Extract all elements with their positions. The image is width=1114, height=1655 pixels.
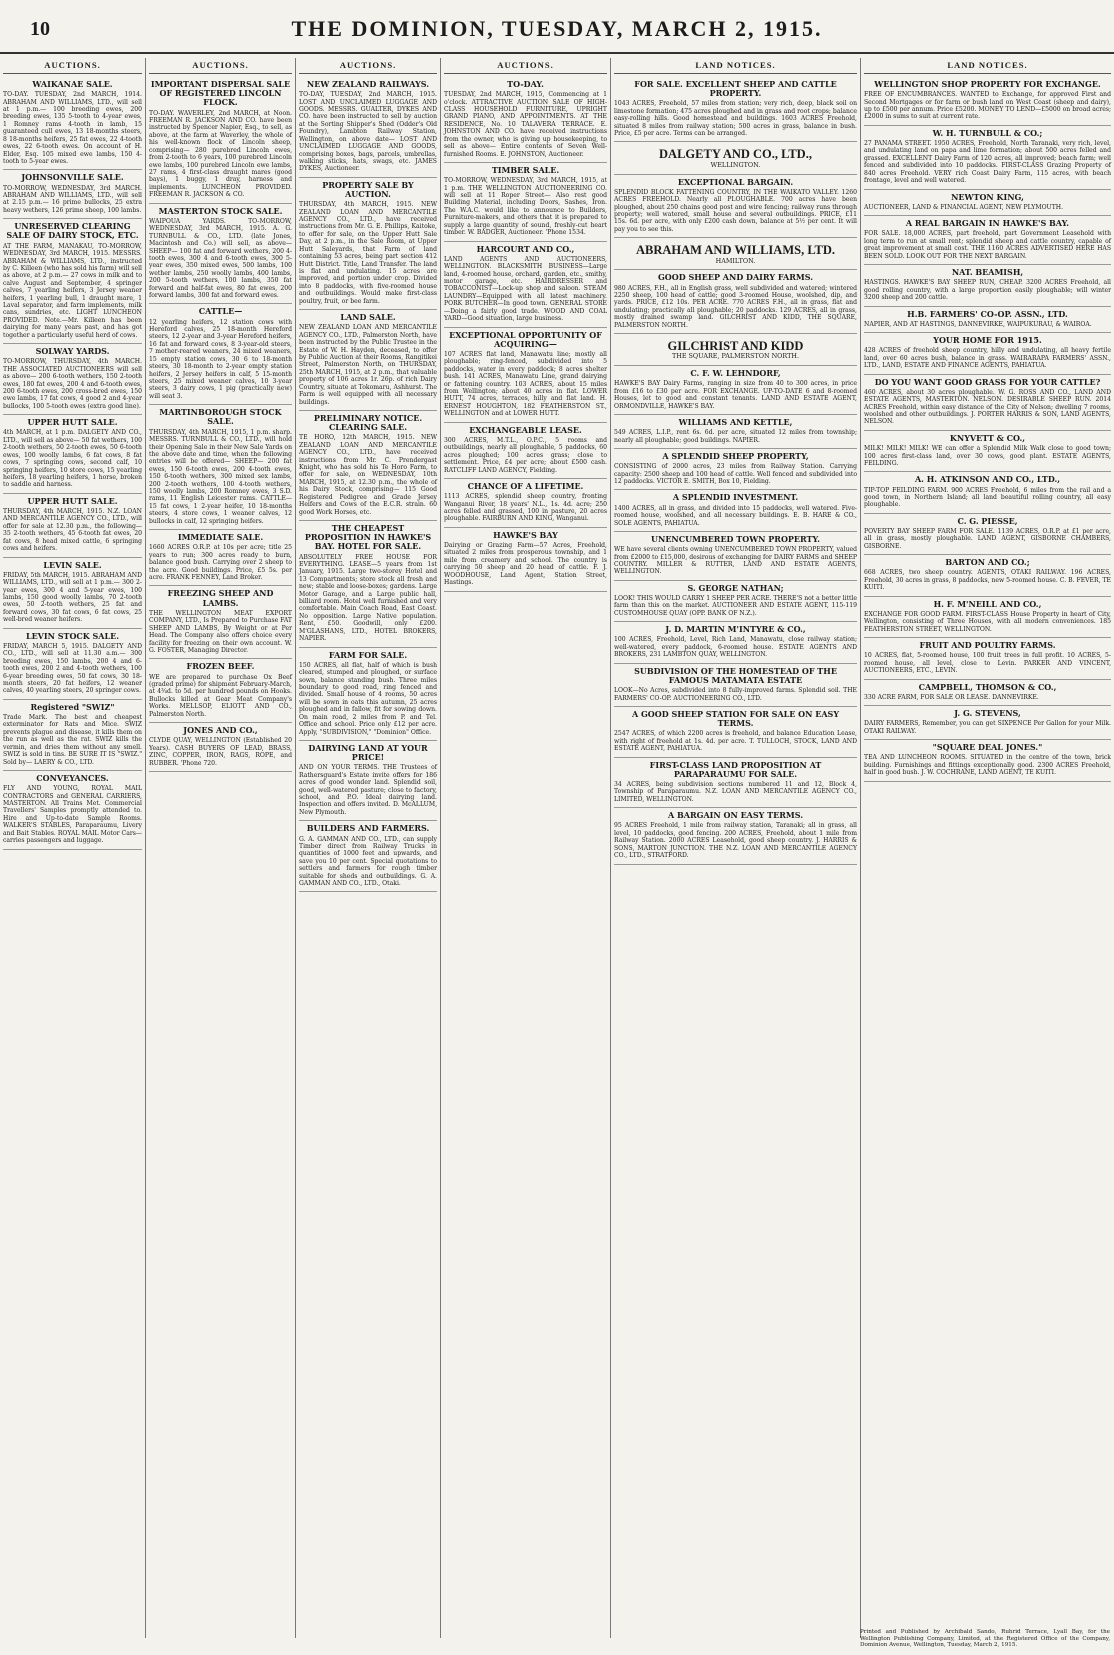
- ad-body: FREE OF ENCUMBRANCES. WANTED to Exchange, for approved First and Second Mortgages or for farm or bush land on West Coast (sheep and dairy), up to £500 per annum. Price £5200. MONEY TO LEND—£5000 on broad acres; £2000 in sums to suit at current rate.: [864, 91, 1111, 121]
- ad-body: TIP-TOP FEILDING FARM. 900 ACRES Freehold, 6 miles from the rail and a good town, in Northern Island; all land beautiful rolling country, all easy ploughable.: [864, 486, 1111, 509]
- advertisement: [299, 741, 437, 821]
- ad-body: FRIDAY, 5th MARCH, 1915. ABRAHAM AND WILLIAMS, LTD., will sell at 1 p.m.— 300 2-year ewes, 300 4 and 5-year ewes, 100 lambs, 150 good woolly lambs, 70 2-tooth ewes, 50 2-tooth wethers, 25 fat and forward cows, 30 fat cows, 6 fat cows, 25 well-bred weaner heifers.: [3, 571, 142, 624]
- ad-heading: LEVIN STOCK SALE.: [25, 630, 120, 641]
- ad-body: AT THE FARM, MANAKAU, TO-MORROW, WEDNESDAY, 3rd MARCH, 1915. MESSRS. ABRAHAM & WILLIAMS, LTD., instructed by C. Killeen (who has sold his farm) will sell as above, at 2 p.m.— 27 cows in milk and to calve August and September, 4 springer calves, 7 yearling heifers, 3 Jersey weaner heifers, 1 yearling bull, 1 draught mare, 1 Laval separator, and farm implements, milk cans, sundries, etc. LIGHT LUNCHEON PROVIDED. Note.—Mr. Killeen has been dairying for many years past, and has got together a particularly useful herd of cows.: [3, 242, 142, 339]
- ad-body: FLY AND YOUNG, ROYAL MAIL CONTRACTORS and GENERAL CARRIERS, MASTERTON. All Trains Met. Commercial Travellers' Samples promptly attended to. Hire and Up-to-date Sample Rooms. WALKER'S STABLES, Paraparaumu, Livery and Bait Stables. ROYAL MAIL Motor Cars—carries passengers and luggage.: [3, 785, 142, 845]
- advertisement: [299, 77, 437, 178]
- advertisement: [864, 265, 1111, 306]
- masthead: [0, 0, 1114, 54]
- ad-heading: A SPLENDID INVESTMENT.: [672, 492, 799, 503]
- ad-body: DAIRY FARMERS, Remember, you can get SIXPENCE Per Gallon for your Milk. OTAKI RAILWAY.: [864, 720, 1111, 735]
- ad-heading: DO YOU WANT GOOD GRASS FOR YOUR CATTLE?: [874, 376, 1101, 387]
- section-heading: LAND NOTICES.: [614, 58, 857, 74]
- ad-heading: H.B. FARMERS' CO-OP. ASSN., LTD.: [907, 308, 1068, 319]
- ad-body: 549 ACRES, L.I.P., rent 6s. 6d. per acre, situated 12 miles from township; nearly all ploughable; good buildings. NAPIER.: [614, 429, 857, 444]
- ad-heading: FREEZING SHEEP AND LAMBS.: [167, 588, 274, 608]
- ad-body: HAWKE'S BAY Dairy Farms, ranging in size from 40 to 300 acres, in price from £16 to £30 per acre. FOR EXCHANGE. UP-TO-DATE 6 and 8-roomed Houses, let to good and constant tenants. LAND AND ESTATE AGENT, ORMONDVILLE, HAWKE'S BAY.: [614, 380, 857, 410]
- section-heading: AUCTIONS.: [3, 58, 142, 74]
- ad-body: CLYDE QUAY, WELLINGTON (Established 20 Years). CASH BUYERS OF LEAD, BRASS, ZINC, COPPER, IRON, RAGS, ROPE, and RUBBER. 'Phone 720.: [149, 737, 292, 767]
- advertisement: [444, 328, 607, 423]
- advertisement: [149, 659, 292, 723]
- advertisement: [299, 178, 437, 310]
- advertiser-name: ABRAHAM AND WILLIAMS, LTD.: [636, 243, 835, 258]
- ad-heading: WAIKANAE SALE.: [32, 79, 113, 89]
- section-heading: LAND NOTICES.: [864, 58, 1111, 74]
- ad-heading: FRUIT AND POULTRY FARMS.: [919, 640, 1056, 651]
- advertisement: [299, 411, 437, 521]
- ad-heading: CHANCE OF A LIFETIME.: [467, 481, 584, 491]
- advertisement: [3, 700, 142, 771]
- ad-heading: IMPORTANT DISPERSAL SALE OF REGISTERED LINCOLN FLOCK.: [150, 79, 291, 108]
- ad-body: LOOK! THIS WOULD CARRY 1 SHEEP PER ACRE. THERE'S not a better little farm than this on the market. AUCTIONEER AND ESTATE AGENT, 115-119 CUSTOMHOUSE QUAY (OPP. BANK OF N.Z.).: [614, 594, 857, 617]
- advertisement: [614, 270, 857, 334]
- advertisement: [614, 449, 857, 490]
- ad-heading: JOHNSONVILLE SALE.: [21, 172, 124, 183]
- advertisement: [864, 216, 1111, 265]
- advertisement: [149, 304, 292, 405]
- advertiser-name: DALGETY AND CO., LTD.,: [659, 147, 812, 162]
- ad-heading: CAMPBELL, THOMSON & CO.,: [918, 681, 1057, 692]
- advertisement: [864, 680, 1111, 707]
- ad-body: MILK! MILK! MILK! WE can offer a Splendid Milk Walk close to good town; 100 acres first-class land, over 30 cows, good plant. ESTATE AGENTS, FEILDING.: [864, 445, 1111, 467]
- advertisement: [864, 126, 1111, 190]
- advertisement: [444, 77, 607, 163]
- ad-body: FRIDAY, MARCH 5, 1915. DALGETY AND CO., LTD., will sell at 11.30 a.m.— 300 breeding ewes, 150 lambs, 200 4 and 6-tooth ewes, 200 2 and 4-tooth wethers, 100 6-year breeding ewes, 50 fat cows, 30 18-month steers, 20 fat heifers, 12 weaner calves, 40 yearling steers, 20 springer cows.: [3, 642, 142, 695]
- ad-body: WE have several clients owning UNENCUMBERED TOWN PROPERTY, valued from £2000 to £15,000, desirous of exchanging for DAIRY FARMS and SHEEP COUNTRY. MILLER & RUTTER, LAND AND ESTATE AGENTS, WELLINGTON.: [614, 546, 857, 576]
- ad-heading: HARCOURT AND CO.,: [476, 243, 575, 254]
- advertisement: [864, 638, 1111, 679]
- advertisement: [864, 375, 1111, 431]
- section-heading: AUCTIONS.: [149, 58, 292, 74]
- ad-heading: LAND SALE.: [340, 312, 396, 323]
- advertisement: [614, 77, 857, 142]
- advertisement: [444, 528, 607, 592]
- ad-body: 2547 ACRES, of which 2200 acres is freehold, and balance Education Lease, with right of freehold at 1s. 4d. per acre. T. TULLOCH, STOCK, LAND AND ESTATE AGENT, PAHIATUA.: [614, 730, 857, 753]
- advertisement: [149, 723, 292, 772]
- newspaper-title: THE DOMINION, TUESDAY, MARCH 2, 1915.: [291, 16, 823, 41]
- ad-heading: KNYVETT & CO.,: [949, 432, 1026, 443]
- advertisement: [864, 740, 1111, 781]
- column-5: [610, 58, 860, 1638]
- advertisement: [299, 821, 437, 892]
- ad-heading: A SPLENDID SHEEP PROPERTY,: [662, 451, 809, 462]
- ad-heading: DAIRYING LAND AT YOUR PRICE!: [308, 742, 428, 763]
- advertisement: [3, 494, 142, 558]
- advertisement: [614, 581, 857, 622]
- ad-body: HAMILTON.: [715, 256, 756, 265]
- ad-body: 1113 ACRES, splendid sheep country, fronting Wanganui River, 18 years' N.L., 1s. 4d. acre; 250 acres felled and grassed, 100 in pasture, 20 acres ploughable. FAIRBURN AND KING, Wanganui.: [444, 493, 607, 523]
- ad-heading: TIMBER SALE.: [491, 164, 560, 175]
- ad-body: THURSDAY, 4th MARCH, 1915, 1 p.m. sharp. MESSRS. TURNBULL & CO., LTD., will hold their Opening Sale in their New Sale Yards on the above date and time, when the following entries will be offered— SHEEP— 200 fat ewes, 150 6-tooth ewes, 200 4-tooth ewes, 150 6-tooth wethers, 300 mixed sex lambs, 200 2-tooth wethers, 100 4-tooth wethers, 150 woolly lambs, 200 Romney ewes, 3 S.D. rams, 11 English Leicester rams. CATTLE— 15 fat cows, 1 2-year heifer, 10 18-months steers, 4 store cows, 1 weaner calves, 12 bullocks in calf, 12 springing heifers.: [149, 428, 292, 525]
- advertisement: [149, 405, 292, 530]
- ad-body: TO-DAY, TUESDAY, 2nd MARCH, 1915. LOST AND UNCLAIMED LUGGAGE AND GOODS. MESSRS. GUALTER, DYKES AND CO. have been instructed to sell by auction at the Sorting Shipper's Shed (Odder's Old Foundry), Lambton Railway Station, Wellington, on above date— LOST AND UNCLAIMED LUGGAGE AND GOODS, comprising boxes, bags, parcels, umbrellas, walking sticks, hats, swags, etc. JAMES DYKES, Auctioneer.: [299, 91, 437, 173]
- ad-body: THE WELLINGTON MEAT EXPORT COMPANY, LTD., Is Prepared to Purchase FAT SHEEP AND LAMBS, By Weight or at Per Head. The Company also offers choice every facility for freezing on their own account. W. G. FOSTER, Managing Director.: [149, 609, 292, 654]
- imprint: Printed and Published by Archibald Sando, Ruhrid Terrace, Lyall Bay, for the Wellington Publishing Company, Limited, at the Registered Office of the Company, Dominion Avenue, Wellington, Tuesday, March 2, 1915.: [860, 1628, 1110, 1649]
- ad-heading: CATTLE—: [198, 306, 243, 317]
- ad-heading: BUILDERS AND FARMERS.: [306, 823, 430, 834]
- ad-heading: LEVIN SALE.: [43, 559, 102, 570]
- ad-body: THURSDAY, 4th MARCH, 1915. N.Z. LOAN AND MERCANTILE AGENCY CO., LTD., will offer for sale at 12.30 p.m., the following— 35 2-tooth wethers, 45 6-tooth fat ewes, 20 fat cows, 8 head mixed cattle, 6 springing cows and heifers.: [3, 508, 142, 553]
- advertisement: [614, 664, 857, 707]
- advertisement: [149, 586, 292, 659]
- advertisement: [3, 77, 142, 170]
- column-3: [295, 58, 440, 1638]
- advertisement: [149, 530, 292, 586]
- ad-body: 100 ACRES, Freehold, Level, Rich Land, Manawatu, close railway station; well-watered, every paddock, 6-roomed house. ESTATE AGENTS AND BROKERS, 231 LAMBTON QUAY, WELLINGTON.: [614, 636, 857, 659]
- ad-body: AND ON YOUR TERMS. THE Trustees of Rathersguard's Estate invite offers for 186 acres of good wonder land. Splendid soil, good, well-watered pasture; close to factory, school, and P.O. Ideal dairying land. Inspection and offers invited. D. McALLUM, New Plymouth.: [299, 764, 437, 816]
- advertisement: [614, 622, 857, 663]
- ad-body: TUESDAY, 2nd MARCH, 1915, Commencing at 1 o'clock. ATTRACTIVE AUCTION SALE OF HIGH-CLASS HOUSEHOLD FURNITURE, UPRIGHT GRAND PIANO, AND APPOINTMENTS. AT THE RESIDENCE, No. 10 TALAVERA TERRACE. E. JOHNSTON AND CO. have received instructions from the owner, who is giving up housekeeping, to sell as above— Entire contents of Seven Well-furnished Rooms. E. JOHNSTON, Auctioneer.: [444, 91, 607, 158]
- ad-body: AUCTIONEER, LAND & FINANCIAL AGENT, NEW PLYMOUTH.: [864, 203, 1064, 211]
- column-1: [0, 58, 145, 1638]
- ad-body: 1043 ACRES, Freehold, 57 miles from station; very rich, deep, black soil on limestone formation; 475 acres ploughed and in grass and root crops; balance easy-rolling hills. Good homestead and buildings. 1603 ACRES Freehold, situated 8 miles from railway station; 500 acres in grass, balance in bush. Price, £5 per acre. Terms can be arranged.: [614, 100, 857, 138]
- ad-body: TO-DAY. TUESDAY, 2nd MARCH, 1914. ABRAHAM AND WILLIAMS, LTD., will sell at 1 p.m.— 100 breeding ewes, 200 breeding ewes, 135 5-tooth to 4-year ewes, 1 Romney rams 4-tooth in lamb, 15 guaranteed cull ewes, 13 18-months steers, 8 18-months heifers, 25 fat ewes, 22 4-tooth ewes, 22 6-tooth ewes. On account of H. Elder, Esq. 105 mixed ewe lambs, 150 4-tooth to 5-year ewes.: [3, 91, 142, 165]
- ad-body: 34 ACRES, being subdivision sections numbered 11 and 12, Block 4, Township of Paraparaumu. N.Z. LOAN AND MERCANTILE AGENCY CO., LIMITED, WELLINGTON.: [614, 780, 857, 803]
- ad-heading: NAT. BEAMISH,: [951, 267, 1024, 278]
- ad-body: WAIPOUA YARDS. TO-MORROW, WEDNESDAY, 3rd MARCH, 1915. A. G. TURNBULL & CO., LTD. (late Jones, Macintosh and Co.) will sell, as above— SHEEP— 100 fat and forward wethers, 200 4-tooth ewes, 300 4 and 6-tooth ewes, 300 5-year ewes, 350 mixed ewes, 500 lambs, 100 wether lambs, 250 woolly lambs, 400 lambs, 200 5-tooth wethers, 100 lambs, 350 fat forward and half-fat ewes, 80 fat ewes, 200 forward lambs, 300 fat and forward ewes.: [149, 217, 292, 300]
- ad-heading: FOR SALE. EXCELLENT SHEEP AND CATTLE PROPERTY.: [634, 79, 837, 99]
- ad-body: G. A. GAMMAN AND CO., LTD., can supply Timber direct from Railway Trucks in quantities of 1000 feet and upwards, and save you 10 per cent. Special quotations to settlers and farmers for rough timber suitable for sheds and outbuildings. G. A. GAMMAN AND CO., LTD., Otaki.: [299, 835, 437, 888]
- ad-body: 980 ACRES, F.H., all in English grass, well subdivided and watered; wintered 2250 sheep, 100 head of cattle; good 3-roomed House, woolshed, dip, and yards. PRICE, £12 10s. PER ACRE. 770 ACRES F.H., all in grass, flat and undulating; practically all ploughable; 20 paddocks. 129 ACRES, all in grass, mostly drained swamp land. GILCHRIST AND KIDD, THE SQUARE, PALMERSTON NORTH.: [614, 284, 857, 329]
- advertisement: [864, 514, 1111, 555]
- ad-body: 107 ACRES flat land, Manawatu line; mostly all ploughable; ring-fenced, subdivided into 5 paddocks, water in every paddock; 8 acres shelter bush. 141 ACRES, Manawatu Line, grand dairying or fattening country. 103 ACRES, about 15 miles from Wellington; about 40 acres in flat. LOWER HUTT, 74 acres, terraces, hilly and flat land. H. ERNEST HOUGHTON, 182 FEATHERSTON ST., WELLINGTON and at LOWER HUTT.: [444, 350, 607, 418]
- ad-heading: "SQUARE DEAL JONES.": [932, 742, 1043, 753]
- ad-body: LOOK—No Acres, subdivided into 8 fully-improved farms. Splendid soil. THE FARMERS' CO-OP. AUCTIONEERING CO., LTD.: [614, 687, 857, 702]
- ad-body: 460 ACRES, about 30 acres ploughable. W. G. ROSS AND CO., LAND AND ESTATE AGENTS, MASTERTON. NELSON. DESIRABLE SHEEP RUN. 2014 ACRES Freehold, within easy distance of the City of Nelson; dwelling 7 rooms, woolshed and other outbuildings. J. PORTER HARRIS & SON, LAND AGENTS, NELSON.: [864, 388, 1111, 426]
- advertisement: [614, 238, 857, 270]
- ad-heading: EXCHANGEABLE LEASE.: [469, 424, 582, 435]
- advertisement: [614, 758, 857, 809]
- ad-body: 10 ACRES, flat, 5-roomed house, 100 fruit trees in full profit. 10 ACRES, 5-roomed house, all level, close to Levin. PARKER AND VINCENT, AUCTIONEERS, ETC., LEVIN.: [864, 652, 1111, 675]
- ad-body: 150 ACRES, all flat, half of which is bush cleared, stumped and ploughed, or surface sown, balance standing bush. Three miles boundary to good road, ring fenced and divided. Small house of 4 rooms, 50 acres will be sown in oats this autumn, 25 acres ploughed and in fallow, fit for sowing down. On main road, 2 miles from P. and Tel. Office and school. Price only £12 per acre. Apply, "SUBDIVISION," "Dominion" Office.: [299, 661, 437, 736]
- ad-heading: HAWKE'S BAY: [493, 529, 558, 540]
- advertisement: [864, 77, 1111, 126]
- advertisement: [444, 163, 607, 242]
- ad-heading: SUBDIVISION OF THE HOMESTEAD OF THE FAMOUS MATAMATA ESTATE: [634, 665, 837, 685]
- ad-heading: UPPER HUTT SALE.: [27, 417, 118, 428]
- advertisement: [3, 558, 142, 629]
- advertisement: [3, 771, 142, 850]
- ad-heading: J. G. STEVENS,: [954, 708, 1021, 719]
- ad-heading: FROZEN BEEF.: [186, 661, 255, 672]
- ad-heading: CONVEYANCES.: [36, 772, 109, 783]
- advertisement: [864, 706, 1111, 740]
- ad-body: TO-MORROW, THURSDAY, 4th MARCH. THE ASSOCIATED AUCTIONEERS will sell as above— 200 6-tooth wethers, 150 2-tooth ewes, 180 fat ewes, 200 4 and 6-tooth ewes, 200 6-tooth ewes, 200 cross-bred ewes, 150 ewe lambs, 17 fat cows, 4 good 2 and 4-year bullocks, 100 5-tooth ewes (extra good line).: [3, 358, 142, 410]
- ad-body: FOR SALE. 18,000 ACRES, part freehold, part Government Leasehold with long term to run at small rent; splendid sheep and cattle country, capable of great improvement at small cost. THE 1160 ACRES ADVERTISED HERE HAS BEEN SOLD. LOOK OUT FOR THE NEXT BARGAIN.: [864, 230, 1111, 260]
- ad-body: LAND AGENTS AND AUCTIONEERS, WELLINGTON. BLACKSMITH BUSINESS—Large land, 4-roomed house, orchard, garden, etc., smithy, motor garage, etc. HAIRDRESSER and TOBACCONIST—Lock-up shop and saloon. STEAM LAUNDRY—Equipped with all latest machinery. PORK BUTCHER—In good town. GENERAL STORE—Doing a fairly good trade. WOOD AND COAL YARD—Good situation, large business.: [444, 255, 607, 323]
- ad-heading: SOLWAY YARDS.: [35, 346, 110, 357]
- advertisement: [3, 415, 142, 494]
- advertisement: [444, 479, 607, 528]
- ad-heading: FARM FOR SALE.: [328, 649, 408, 660]
- ad-heading: PRELIMINARY NOTICE. CLEARING SALE.: [313, 412, 423, 433]
- ad-heading: NEWTON KING,: [951, 191, 1024, 202]
- ad-heading: A. H. ATKINSON AND CO., LTD.,: [914, 474, 1061, 485]
- advertisement: [614, 532, 857, 581]
- ad-body: TO-DAY. WAVERLEY, 2nd MARCH, at Noon. FREEMAN R. JACKSON AND CO. have been instructed by Spencer Napier, Esq., to sell, as above, at the farm at Waverley, the whole of his well-known flock of Lincoln sheep, comprising— 280 purebred Lincoln ewes, from 2-tooth to 6 years, 100 purebred Lincoln ewe lambs, 100 purebred Lincoln ewe lambs, 27 rams, 4 first-class draught mares (good bays), 1 buggy, 1 dray, harness and implements. LUNCHEON PROVIDED. FREEMAN R. JACKSON & CO.: [149, 109, 292, 199]
- ad-heading: EXCEPTIONAL OPPORTUNITY OF ACQUIRING—: [449, 329, 602, 349]
- column-2: [145, 58, 295, 1638]
- advertisement: [614, 142, 857, 174]
- ad-body: NEW ZEALAND LOAN AND MERCANTILE AGENCY CO., LTD., Palmerston North, have been instructed by the Public Trustee in the Estate of W. H. Hayden, deceased, to offer by Public Auction at their Rooms, Rangitikei Street, Palmerston North, on THURSDAY, 25th MARCH, 1915, at 2 p.m., that valuable property of 106 acres 1r. 26p. of rich Dairy Country, situate at Tokomaru, Ashhurst. The Farm is well equipped with all necessary buildings.: [299, 324, 437, 406]
- ad-heading: MASTERTON STOCK SALE.: [158, 205, 283, 216]
- advertisement: [864, 555, 1111, 596]
- advertisement: [149, 204, 292, 305]
- ad-body: CONSISTING of 2000 acres, 23 miles from Railway Station. Carrying capacity: 2500 sheep and 100 head of cattle. Well fenced and subdivided into 12 paddocks. VICTOR E. SMITH, Box 10, Fielding.: [614, 463, 857, 486]
- advertisement: [864, 472, 1111, 513]
- ad-body: 668 ACRES, two sheep country. AGENTS, OTAKI RAILWAY. 196 ACRES, Freehold, 30 acres in grass, 8 paddocks, new 5-roomed house. C. B. FEVER, TE KUITI.: [864, 569, 1111, 592]
- advertisement: [864, 431, 1111, 472]
- ad-heading: UNENCUMBERED TOWN PROPERTY.: [651, 533, 820, 544]
- advertisement: [864, 597, 1111, 638]
- ad-body: ABSOLUTELY FREE HOUSE FOR EVERYTHING. LEASE—5 years from 1st January, 1915. Large two-storey Hotel and 13 Compartments; store stock all fresh and new; stable and loose-boxes; gardens. Large Motor Garage, and a Large public hall, billiard room. Hotel well furnished and very comfortable. Main Coach Road, East Coast. No opposition. Large Native population. Rent, £50. Goodwill, only £200. M'GLASHANS, LTD., HOTEL BROKERS, NAPIER.: [299, 553, 437, 643]
- ad-heading: BARTON AND CO.;: [945, 557, 1030, 568]
- ad-heading: JONES AND CO.,: [183, 725, 258, 736]
- advertisement: [3, 170, 142, 219]
- ad-heading: A GOOD SHEEP STATION FOR SALE ON EASY TERMS.: [631, 708, 840, 729]
- ad-heading: GOOD SHEEP AND DAIRY FARMS.: [657, 272, 814, 283]
- ad-heading: FIRST-CLASS LAND PROPOSITION AT PARAPARAUMU FOR SALE.: [649, 759, 822, 779]
- ad-body: Dairying or Grazing Farm—57 Acres, Freehold, situated 2 miles from prosperous township, and 1 mile from creamery and school. The country is carrying 50 sheep and 20 head of cattle. F. J. WOODHOUSE, Land Agent, Station Street, Hastings.: [444, 542, 607, 587]
- ad-heading: J. D. MARTIN M'INTYRE & CO.,: [665, 624, 806, 635]
- ad-body: HASTINGS. HAWKE'S BAY SHEEP RUN, CHEAP. 3200 ACRES Freehold, all good rolling country, with a large proportion easily ploughable; will winter 3200 sheep and 200 cattle.: [864, 279, 1111, 302]
- ad-heading: Registered "SWIZ": [30, 701, 115, 712]
- advertisement: [614, 415, 857, 449]
- ad-body: WE are prepared to purchase Ox Beef (graded prime) for shipment February-March, at 4¾d. to 5d. per hundred pounds on Hooks. Bullocks killed at Gear Meat Company's Works. MELLSOP, ELIOTT AND CO., Palmerston North.: [149, 673, 292, 718]
- ad-body: TO-MORROW, WEDNESDAY, 3rd MARCH. ABRAHAM AND WILLIAMS, LTD., will sell at 2.15 p.m.— 16 prime bullocks, 25 extra heavy wethers, 126 prime sheep, 100 lambs.: [3, 184, 142, 214]
- advertiser-name: GILCHRIST AND KIDD: [667, 339, 804, 354]
- ad-heading: WILLIAMS AND KETTLE,: [678, 416, 793, 427]
- ad-heading: A REAL BARGAIN IN HAWKE'S BAY.: [905, 218, 1070, 229]
- ad-heading: YOUR HOME FOR 1915.: [933, 335, 1042, 346]
- ad-body: TE HORO, 12th MARCH, 1915. NEW ZEALAND LOAN AND MERCANTILE AGENCY CO., LTD., have received instructions from Mr. C. Prendergast Knight, who has sold his Te Horo Farm, to offer for sale, on WEDNESDAY, 10th MARCH, 1915, at 12.30 p.m., the whole of his Dairy Stock, comprising— 115 Good Registered Pedigree and Grade Jersey Heifers and Cows of the E.C.R. strain. 60 good Work Horses, etc.: [299, 434, 437, 516]
- ad-heading: C. G. PIESSE,: [957, 515, 1018, 526]
- advertisement: [864, 307, 1111, 334]
- ad-heading: UPPER HUTT SALE.: [27, 495, 118, 506]
- ad-heading: H. F. M'NEILL AND CO.,: [933, 598, 1042, 609]
- advertisement: [614, 175, 857, 239]
- advertisement: [3, 344, 142, 415]
- ad-body: THURSDAY, 4th MARCH, 1915. NEW ZEALAND LOAN AND MERCANTILE AGENCY CO., LTD., have received instructions from Mr. G. E. Phillips, Kaitoke, to offer for sale, on the Upper Hutt Sale Day, at 2 p.m., in the Sale Room, at Upper Hutt Saleyards, that Farm of land containing 53 acres, being part section 412 Hutt District. Title, Land Transfer. The land is flat and undulating. 15 acres are improved, and portion under crop. Divided into 8 paddocks, with five-roomed house and outbuildings. Would make first-class poultry, fruit, or bee farm.: [299, 201, 437, 305]
- ad-heading: A BARGAIN ON EASY TERMS.: [668, 810, 803, 821]
- advertisement: [864, 190, 1111, 217]
- advertisement: [299, 310, 437, 411]
- ad-heading: IMMEDIATE SALE.: [177, 532, 264, 543]
- ad-body: 27 PANAMA STREET. 1950 ACRES, Freehold, North Taranaki, very rich, level, and undulating land on papa and lime formation; about 500 acres felled and grassed. EXCELLENT Dairy Farm of 120 acres, all improved; beach farm; well fenced and subdivided into 10 paddocks. FIRST-CLASS Grazing Property of 840 acres Freehold. VERY rich Coast Dairy Farm, 115 acres, with beach frontage, level and well watered.: [864, 140, 1111, 185]
- ad-heading: NEW ZEALAND RAILWAYS.: [306, 79, 430, 89]
- advertisement: [614, 334, 857, 366]
- advertisement: [3, 219, 142, 344]
- ad-heading: W. H. TURNBULL & CO.;: [932, 127, 1043, 138]
- advertisement: [864, 333, 1111, 374]
- advertisement: [444, 423, 607, 479]
- ad-heading: C. F. W. LEHNDORF,: [690, 368, 781, 379]
- ad-body: 95 ACRES Freehold, 1 mile from railway station, Taranaki; all in grass, all level, 10 paddocks, good fencing. 200 ACRES, Freehold, about 1 mile from Railway Station. 2000 ACRES Leasehold, good sheep country. J. HARRIS & SONS, MARTON JUNCTION. THE N.Z. LOAN AND MERCANTILE AGENCY CO., LTD., STRATFORD.: [614, 822, 857, 860]
- advertisement: [149, 77, 292, 204]
- page-number: 10: [30, 18, 50, 40]
- ad-heading: S. GEORGE NATHAN;: [687, 582, 784, 593]
- ad-body: TEA AND LUNCHEON ROOMS. SITUATED in the centre of the town, brick building. Furnishings and fittings exceptionally good. 2300 ACRES Freehold, half in good bush. J. W. COCHRANE, LAND AGENT, TE KUITI.: [864, 754, 1111, 777]
- ad-body: 300 ACRES, M.T.L., O.P.C., 5 rooms and outbuildings, nearly all ploughable, 5 paddocks, 60 acres ploughed; 100 acres grass; close to settlement. Price, £4 per acre; about £500 cash. RATCLIFF LAND AGENCY, Fielding.: [444, 436, 607, 474]
- section-heading: AUCTIONS.: [299, 58, 437, 74]
- ad-body: 330 ACRE FARM, FOR SALE OR LEASE. DANNEVIRKE.: [864, 693, 1039, 701]
- ad-body: SPLENDID BLOCK FATTENING COUNTRY, IN THE WAIKATO VALLEY. 1260 ACRES FREEHOLD. Nearly all PLOUGHABLE. 700 acres have been ploughed, about 250 chains good post and wire fencing; railway runs through property; well watered, small house and several outbuildings. PRICE, £11 15s. 6d. per acre, with only £200 cash down, balance at 5½ per cent. It will pay you to see this.: [614, 188, 857, 233]
- ad-body: THE SQUARE, PALMERSTON NORTH.: [672, 352, 799, 361]
- ad-body: WELLINGTON.: [710, 160, 761, 169]
- ad-body: 4th MARCH, at 1 p.m. DALGETY AND CO., LTD., will sell as above— 50 fat wethers, 100 2-tooth wethers, 50 2-tooth ewes, 50 6-tooth ewes, 100 woolly lambs, 6 fat cows, 8 fat cows, 7 springing cows, second calf, 10 springing heifers, 10 store cows, 15 yearling heifers, 18 yearling heifers, 1 horse, broken to saddle and harness.: [3, 429, 142, 489]
- column-4: [440, 58, 610, 1638]
- advertisement: [299, 648, 437, 741]
- ad-heading: UNRESERVED CLEARING SALE OF DAIRY STOCK, ETC.: [6, 221, 139, 241]
- ad-body: NAPIER, AND AT HASTINGS, DANNEVIRKE, WAIPUKURAU, & WAIROA.: [864, 320, 1092, 328]
- ad-body: Trade Mark. The best and cheapest exterminator for Rats and Mice. SWIZ prevents plague and disease, it kills them on the run as well as the rat. SWIZ kills the vermin, and dries them without any smell. SWIZ is sold in tins. BE SURE IT IS "SWIZ." Sold by— LAERY & CO., LTD.: [3, 714, 142, 766]
- ad-body: TO-MORROW, WEDNESDAY, 3rd MARCH, 1915, at 1 p.m. THE WELLINGTON AUCTIONEERING CO. will sell at 11 Roper Street— Also rest good Building Material, including Doors, Sashes, Iron. The W.A.C. would like to announce to Builders, Furniture-makers, and others that it is prepared to supply a large quantity of sound, freshly-cut heart timber. W. BADGER, Auctioneer. 'Phone 1534.: [444, 177, 607, 237]
- advertisement: [614, 366, 857, 415]
- advertisement: [444, 242, 607, 328]
- advertisement: [614, 808, 857, 864]
- ad-body: EXCHANGE FOR GOOD FARM. FIRST-CLASS House Property in heart of City, Wellington, consisting of Three Houses, with all modern conveniences. 185 FEATHERSTON STREET, WELLINGTON.: [864, 610, 1111, 633]
- ad-heading: EXCEPTIONAL BARGAIN.: [677, 176, 794, 187]
- advertisement: [3, 629, 142, 700]
- ad-heading: WELLINGTON SHOP PROPERTY FOR EXCHANGE.: [874, 79, 1101, 89]
- section-heading: AUCTIONS.: [444, 58, 607, 74]
- ad-heading: THE CHEAPEST PROPOSITION IN HAWKE'S BAY. HOTEL FOR SALE.: [304, 522, 432, 552]
- ad-body: 1660 ACRES O.R.P. at 10s per acre; title 25 years to run; 300 acres ready to burn, balance good bush. Carrying over 2 sheep to the acre. Good buildings. Price, £5 5s. per acre. FRANK FENNEY, Land Broker.: [149, 544, 292, 582]
- advertisement: [299, 521, 437, 648]
- ad-body: POVERTY BAY SHEEP FARM FOR SALE. 1139 ACRES, O.R.P. at £1 per acre, all in grass, mostly ploughable. LAND AGENT, GISBORNE CHAMBERS, GISBORNE.: [864, 527, 1111, 550]
- ad-body: 428 ACRES of freehold sheep country, hilly and undulating, all heavy fertile land, over 60 acres bush, balance in grass. WAIRARAPA FARMERS' ASSN., LTD., LAND, ESTATE AND FINANCE AGENTS, PAHIATUA.: [864, 347, 1111, 370]
- column-6: [860, 58, 1114, 1638]
- advertisement: [614, 707, 857, 758]
- ad-body: 12 yearling heifers, 12 station cows with Hereford calves, 25 18-month Hereford steers, 12 2-year and 3-year Hereford heifers, 16 fat and forward cows, 8 3-year-old steers, 7 mother-reared weaners, 24 mixed weaners, 15 empty station cows, 30 6 to 18-month steers, 30 18-month to 2-year empty station heifers, 2 Jersey heifers in calf, 5 15-month steers, 25 mixed weaner calves, 10 3-year steers, 3 dairy cows, 1 pig (practically new) will seat 3.: [149, 318, 292, 400]
- advertisement: [614, 490, 857, 531]
- ad-body: 1400 ACRES, all in grass, and divided into 15 paddocks, well watered. Five-roomed house, woolshed, and all necessary buildings. E. B. HARE & CO., SOLE AGENTS, PAHIATUA.: [614, 504, 857, 527]
- ad-heading: PROPERTY SALE BY AUCTION.: [322, 179, 414, 200]
- ad-heading: MARTINBOROUGH STOCK SALE.: [159, 407, 282, 427]
- ad-heading: TO-DAY.: [507, 79, 544, 89]
